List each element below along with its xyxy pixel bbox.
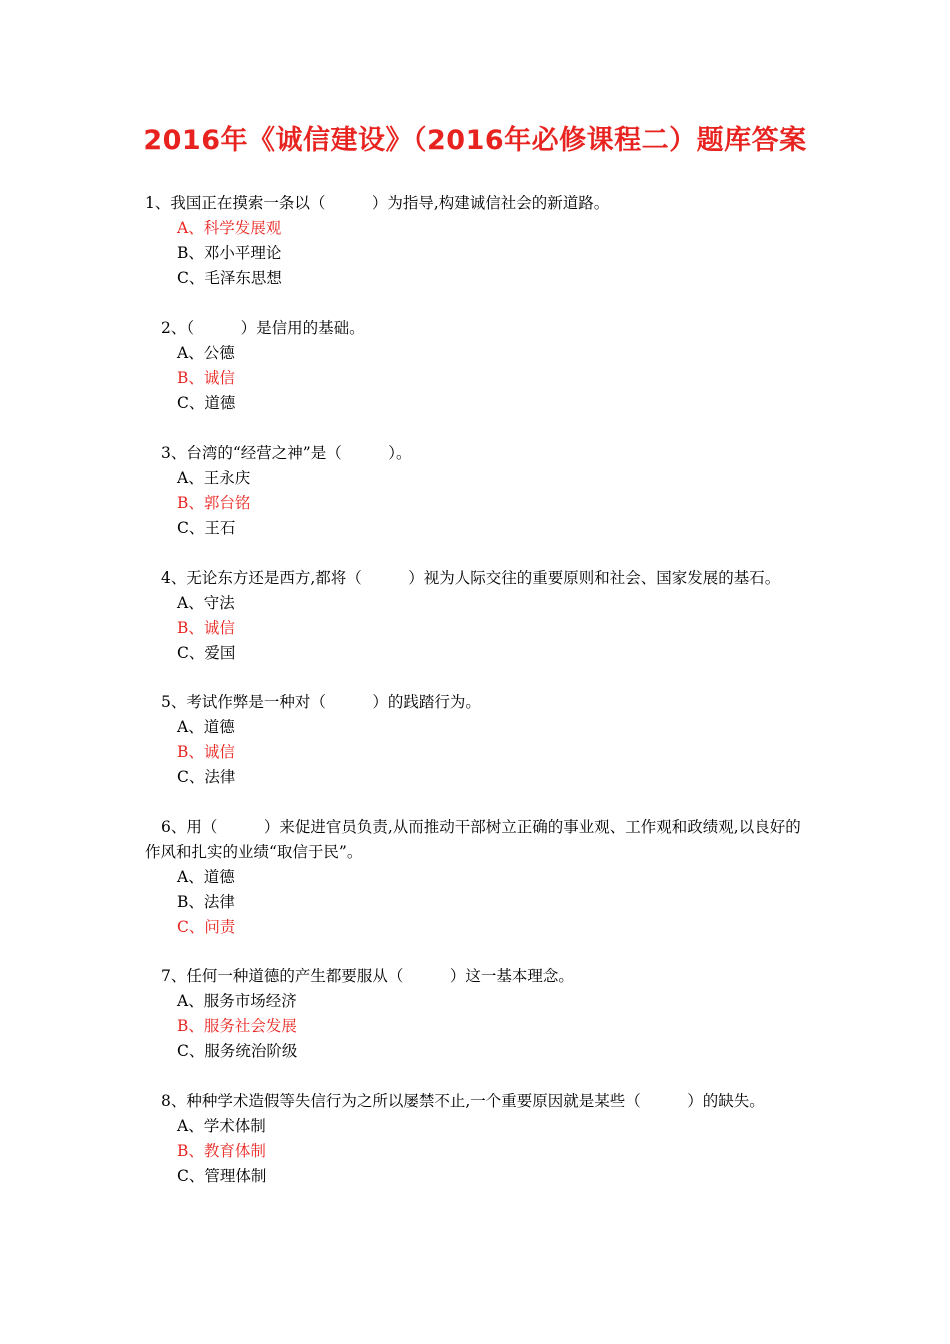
answer-option-correct: B、诚信: [177, 369, 235, 387]
answer-option: A、道德: [177, 868, 235, 886]
answer-option-correct: A、科学发展观: [177, 219, 282, 237]
question-stem: 2、（ ）是信用的基础。: [161, 319, 365, 337]
answer-option-correct: B、服务社会发展: [177, 1017, 297, 1035]
question-2: [0, 316, 950, 416]
question-7: [0, 964, 950, 1064]
question-stem: 5、考试作弊是一种对（ ）的践踏行为。: [161, 693, 481, 711]
question-stem: 6、用（ ）来促进官员负责,从而推动干部树立正确的事业观、工作观和政绩观,以良好的作风和扎实的业绩“取信于民”。: [145, 818, 801, 861]
question-stem: 7、任何一种道德的产生都要服从（ ）这一基本理念。: [161, 967, 574, 985]
answer-option: A、王永庆: [177, 469, 251, 487]
answer-option: C、毛泽东思想: [177, 269, 282, 287]
question-stem: 4、无论东方还是西方,都将（ ）视为人际交往的重要原则和社会、国家发展的基石。: [161, 569, 781, 587]
question-6: [0, 815, 950, 940]
question-8: [0, 1089, 950, 1189]
answer-option: C、管理体制: [177, 1167, 267, 1185]
answer-option: C、道德: [177, 394, 236, 412]
question-5: [0, 690, 950, 790]
answer-option-correct: C、问责: [177, 918, 236, 936]
answer-option-correct: B、教育体制: [177, 1142, 266, 1160]
answer-option-correct: B、郭台铭: [177, 494, 251, 512]
answer-option: C、王石: [177, 519, 236, 537]
question-stem: 8、种种学术造假等失信行为之所以屡禁不止,一个重要原因就是某些（ ）的缺失。: [161, 1092, 765, 1110]
answer-option: A、服务市场经济: [177, 992, 297, 1010]
answer-option: A、公德: [177, 344, 235, 362]
question-3: [0, 441, 950, 541]
answer-option: B、法律: [177, 893, 235, 911]
answer-option: C、服务统治阶级: [177, 1042, 298, 1060]
answer-option: A、守法: [177, 594, 235, 612]
answer-option: C、法律: [177, 768, 236, 786]
answer-option: A、学术体制: [177, 1117, 266, 1135]
question-stem: 1、我国正在摸索一条以（ ）为指导,构建诚信社会的新道路。: [145, 194, 610, 212]
answer-option-correct: B、诚信: [177, 619, 235, 637]
answer-option-correct: B、诚信: [177, 743, 235, 761]
page-title: 2016年《诚信建设》（2016年必修课程二）题库答案: [143, 125, 807, 156]
answer-option: C、爱国: [177, 644, 236, 662]
answer-option: B、邓小平理论: [177, 244, 282, 262]
question-1: [0, 191, 950, 291]
answer-option: A、道德: [177, 718, 235, 736]
question-4: [0, 566, 950, 666]
question-stem: 3、台湾的“经营之神”是（ ）。: [161, 444, 412, 462]
